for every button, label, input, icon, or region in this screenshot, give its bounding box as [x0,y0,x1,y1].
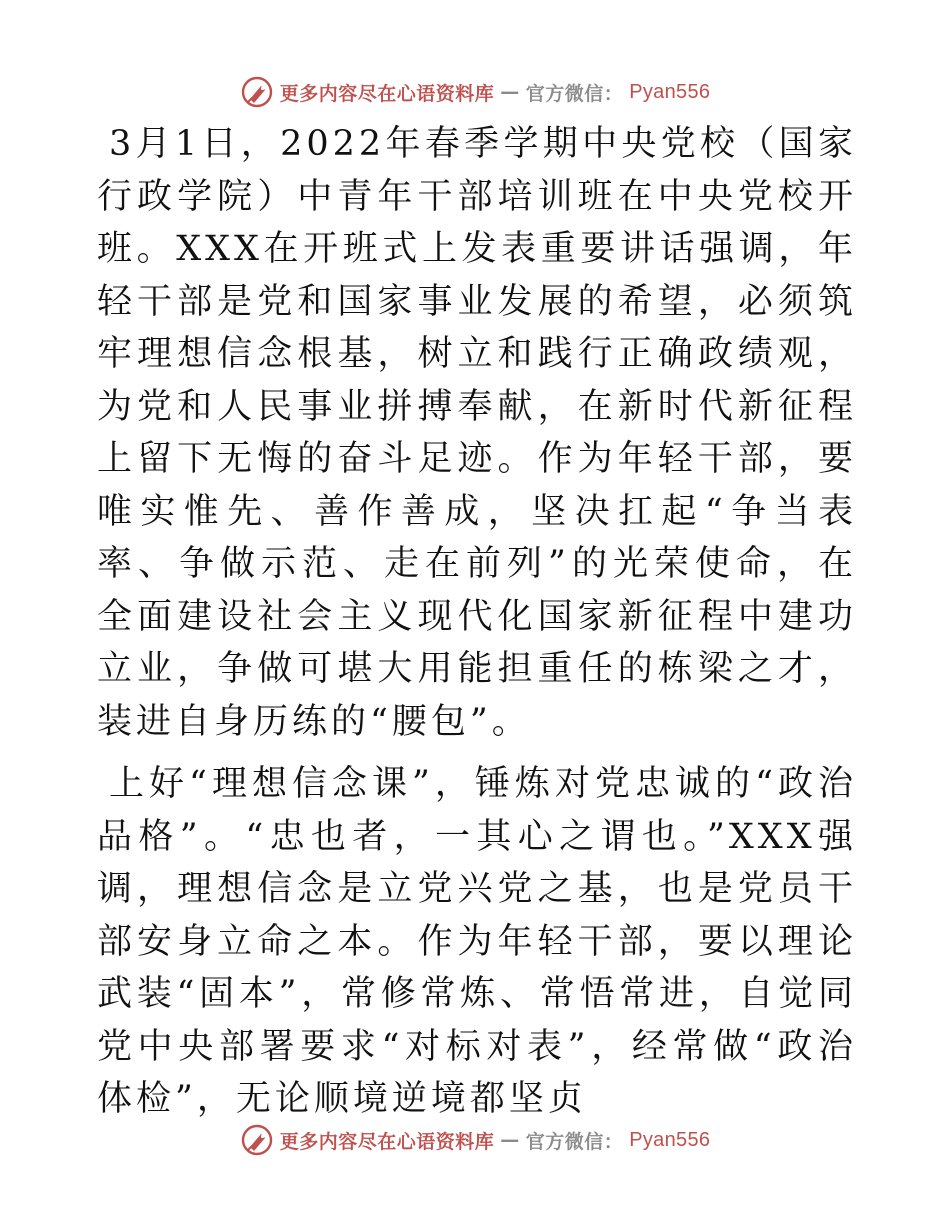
watermark-contact-label: 官方微信： [525,82,624,105]
paragraph-2: 上好“理想信念课”，锤炼对党忠诚的“政治品格”。“忠也者，一其心之谓也。”XXX强调，理想信念是立党兴党之基，也是党员干部安身立命之本。作为年轻干部，要以理论武装“固本”，常修常炼、常悟常进，自觉同党中央部署要求“对标对表”，经常做“政治体检”，无论顺境逆境都坚贞 [97,764,857,1119]
header-watermark [0,72,950,112]
watermark-separator: — [500,1129,520,1151]
watermark-separator: — [500,81,520,103]
watermark-contact-label: 官方微信： [525,1130,624,1153]
pen-nib-icon [240,75,274,109]
watermark-contact-id: Pyan556 [629,1128,711,1151]
footer-watermark [0,1120,950,1160]
watermark-site-text: 更多内容尽在心语资料库 [279,1130,495,1153]
pen-nib-icon [240,1123,274,1157]
watermark-contact-id: Pyan556 [629,80,711,103]
watermark-site-text: 更多内容尽在心语资料库 [279,82,495,105]
paragraph-1: 3月1日，2022年春季学期中央党校（国家行政学院）中青年干部培训班在中央党校开班。XXX在开班式上发表重要讲话强调，年轻干部是党和国家事业发展的希望，必须筑牢理想信念根基，树立和践行正确政绩观，为党和人民事业拼搏奉献，在新时代新征程上留下无悔的奋斗足迹。作为年轻干部，要唯实惟先、善作善成，坚决扛起“争当表率、争做示范、走在前列”的光荣使命，在全面建设社会主义现代化国家新征程中建功立业，争做可堪大用能担重任的栋梁之才，装进自身历练的“腰包”。 [97,124,857,742]
document-body [97,118,857,1126]
